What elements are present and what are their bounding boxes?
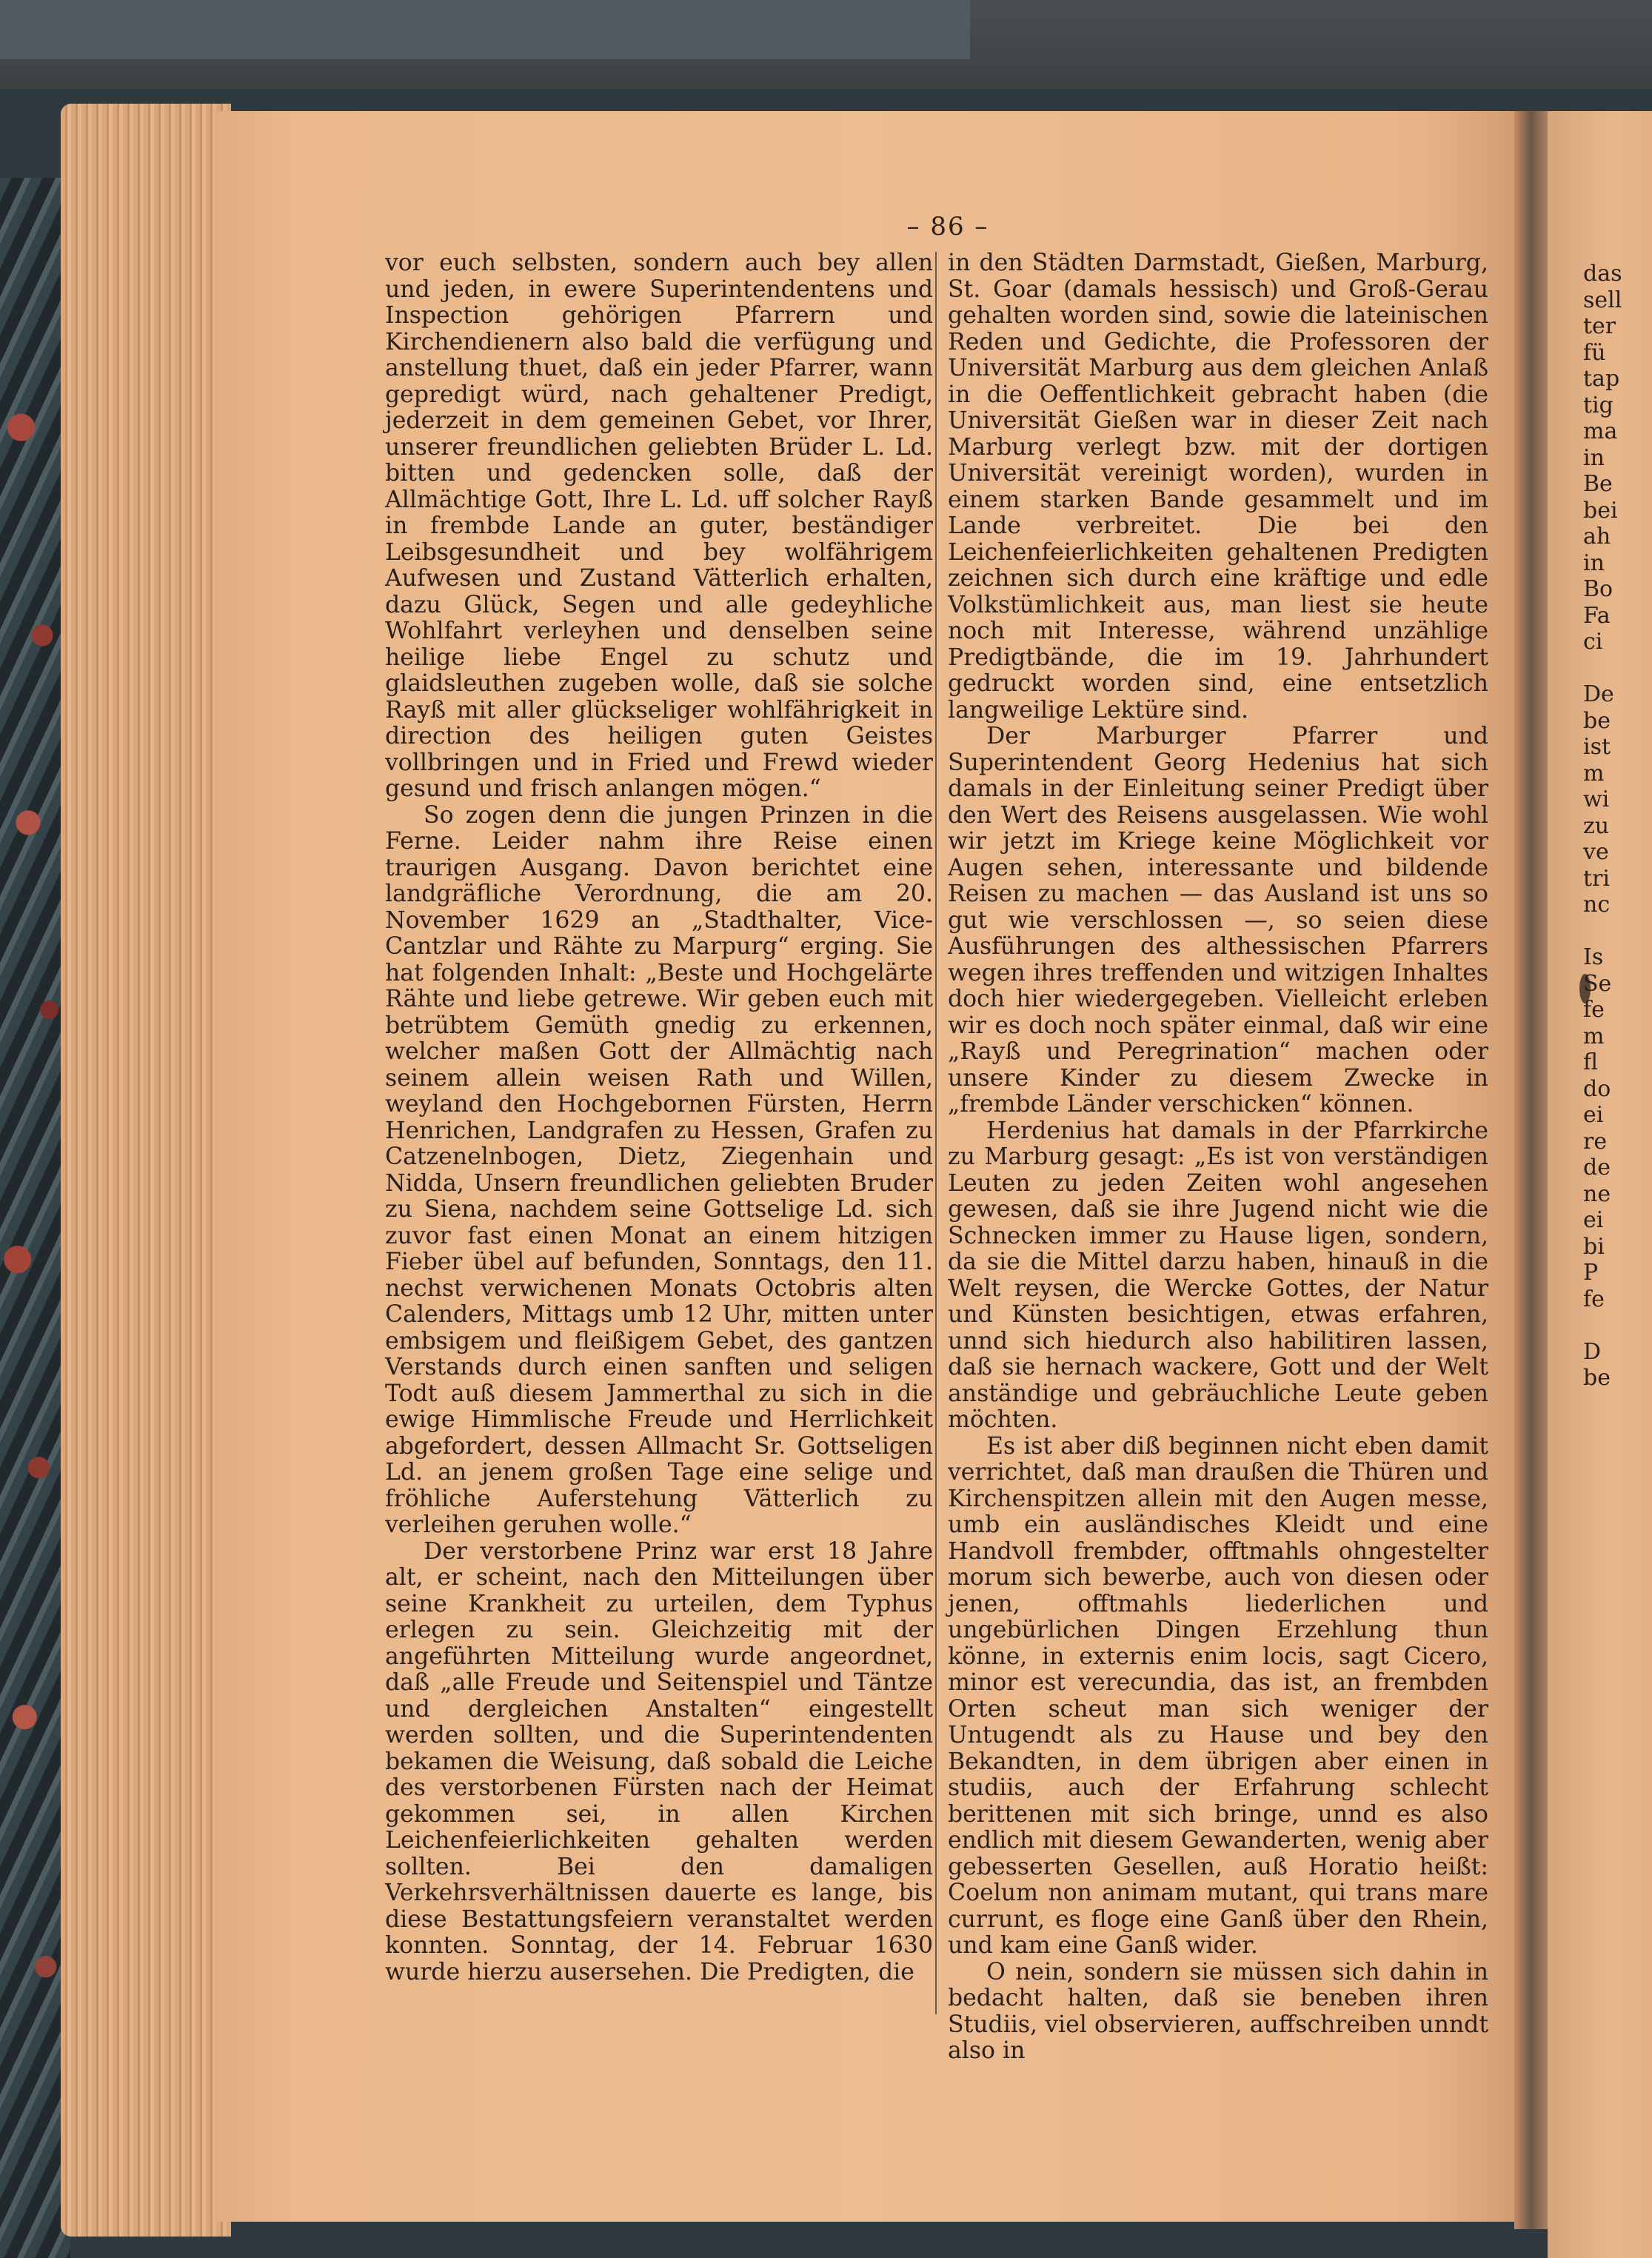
facing-page-line: Se: [1583, 970, 1612, 997]
facing-page-line: in: [1583, 444, 1605, 471]
facing-page-text: [1583, 261, 1652, 1392]
facing-page-line: tap: [1583, 366, 1620, 392]
page-number: – 86 –: [906, 212, 989, 241]
facing-page-line: ah: [1583, 524, 1611, 550]
facing-page-line: sell: [1583, 287, 1622, 313]
facing-page-line: ne: [1583, 1180, 1611, 1207]
facing-page-line: Be: [1583, 471, 1613, 497]
paragraph: O nein, sondern sie müssen sich dahin in bedacht halten, daß sie beneben ihren Studiis, viel observieren, auffschreiben unndt also in: [948, 1958, 1488, 2064]
right-text-column: [948, 250, 1488, 2065]
facing-page-line: Fa: [1583, 602, 1611, 629]
marbled-endpaper: [0, 178, 70, 2258]
book-gutter: [1514, 111, 1551, 2229]
facing-page-line: m: [1583, 1023, 1605, 1049]
facing-page-line: fü: [1583, 339, 1606, 366]
facing-page-line: ei: [1583, 1207, 1604, 1233]
facing-page-line: bei: [1583, 497, 1618, 524]
facing-page-line: ci: [1583, 629, 1603, 655]
paragraph: Der Marburger Pfarrer und Superintendent Georg Hedenius hat sich damals in der Einleitung seiner Predigt über den Wert des Reisens ausgelassen. Wie wohl wir jetzt im Kriege keine Möglichkeit vor Augen sehen, interessante und bildende Reisen zu machen — das Ausland ist uns so gut wie verschlossen —, so seien diese Ausführungen des althessischen Pfarrers wegen ihres treffenden und witzigen Inhaltes doch hier wiedergegeben. Vielleicht erleben wir es doch noch später einmal, daß wir eine „Rayß und Peregrination“ machen oder unsere Kinder zu diesem Zwecke in „frembde Länder verschicken“ können.: [948, 723, 1488, 1118]
facing-page-line: ma: [1583, 418, 1618, 444]
paragraph: vor euch selbsten, sondern auch bey allen und jeden, in ewere Superintendentens und Inspection gehörigen Pfarrern und Kirchendienern also bald die verfügung und anstellung thuet, daß ein jeder Pfarrer, wann gepredigt würd, nach gehaltener Predigt, jederzeit in dem gemeinen Gebet, vor Ihrer, unserer freundlichen geliebten Brüder L. Ld. bitten und gedencken solle, daß der Allmächtige Gott, Ihre L. Ld. uff solcher Rayß in frembde Lande an guter, beständiger Leibsgesundheit und bey wolfährigem Aufwesen und Zustand Vätterlich erhalten, dazu Glück, Segen und alle gedeyhliche Wohlfahrt verleyhen und denselben seine heilige liebe Engel zu schutz und glaidsleuthen zugeben wolle, daß sie solche Rayß mit aller glückseliger wohlfährigkeit in direction des heiligen guten Geistes vollbringen und in Fried und Frewd wieder gesund und frisch anlangen mögen.“: [385, 250, 933, 802]
facing-page-line: ist: [1583, 734, 1611, 760]
facing-page-line: be: [1583, 1365, 1611, 1391]
paragraph: Herdenius hat damals in der Pfarrkirche zu Marburg gesagt: „Es ist von verständigen Leuten zu jeden Zeiten wohl angesehen gewesen, daß sie ihre Jugend nicht wie die Schnecken immer zu Hause ligen, sondern, da sie die Mittel darzu haben, hinauß in die Welt reysen, die Wercke Gottes, der Natur und Künsten besichtigen, etwas erfahren, unnd sich hiedurch also habilitiren lassen, daß sie hernach wackere, Gott und der Welt anständige und gebräuchliche Leute geben möchten.: [948, 1117, 1488, 1433]
facing-page-line: wi: [1583, 786, 1610, 812]
facing-page-line: fe: [1583, 997, 1605, 1023]
facing-page-line: fl: [1583, 1049, 1599, 1075]
facing-page-line: zu: [1583, 812, 1610, 839]
facing-page-line: Bo: [1583, 576, 1613, 602]
facing-page-line: ve: [1583, 839, 1609, 865]
facing-page-line: in: [1583, 550, 1605, 576]
facing-page-line: De: [1583, 681, 1614, 707]
facing-page-line: be: [1583, 707, 1611, 734]
facing-page-line: m: [1583, 760, 1605, 786]
facing-page-line: fe: [1583, 1286, 1605, 1312]
facing-page-line: tig: [1583, 392, 1613, 418]
facing-page-line: [1583, 1312, 1652, 1339]
facing-page-line: ei: [1583, 1102, 1604, 1128]
column-divider: [935, 252, 937, 2014]
facing-page-line: das: [1583, 261, 1622, 287]
facing-page-line: re: [1583, 1128, 1608, 1155]
facing-page-line: [1583, 918, 1652, 945]
paragraph: Es ist aber diß beginnen nicht eben damit verrichtet, daß man draußen die Thüren und Kirchenspitzen allein mit den Augen messe, umb ein ausländisches Kleidt und eine Handvoll frembder, offtmahls ohngestelter morum sich bewerbe, auch von diesen oder jenen, offtmahls liederlichen und ungebürlichen Dingen Erzehlung thun könne, in externis enim locis, sagt Cicero, minor est verecundia, das ist, an frembden Orten scheut man sich weniger der Untugendt als zu Hause und bey den Bekandten, in dem übrigen aber einen in studiis, auch der Erfahrung schlecht berittenen mit sich bringe, unnd es also endlich mit diesem Gewanderten, wenig aber gebesserten Gesellen, auß Horatio heißt: Coelum non animam mutant, qui trans mare currunt, es floge eine Ganß über den Rhein, und kam eine Ganß wider.: [948, 1432, 1488, 1959]
facing-page-line: de: [1583, 1155, 1611, 1180]
facing-page-line: tri: [1583, 865, 1610, 892]
page-edges: [61, 104, 231, 2237]
facing-page-line: Is: [1583, 944, 1604, 970]
facing-page-line: nc: [1583, 892, 1611, 918]
facing-page-line: do: [1583, 1075, 1611, 1102]
facing-page-line: [1583, 655, 1652, 682]
paragraph: in den Städten Darmstadt, Gießen, Marburg, St. Goar (damals hessisch) und Groß-Gerau gehalten worden sind, sowie die lateinischen Reden und Gedichte, die Professoren der Universität Marburg aus dem gleichen Anlaß in die Oeffentlichkeit gebracht haben (die Universität Gießen war in dieser Zeit nach Marburg verlegt bzw. mit der dortigen Universität vereinigt worden), wurden in einem starken Bande gesammelt und im Lande verbreitet. Die bei den Leichenfeierlichkeiten gehaltenen Predigten zeichnen sich durch eine kräftige und edle Volkstümlichkeit aus, man liest sie heute noch mit Interesse, während unzählige Predigtbände, die im 19. Jahrhundert gedruckt worden sind, eine entsetzlich langweilige Lektüre sind.: [948, 250, 1488, 724]
paragraph: Der verstorbene Prinz war erst 18 Jahre alt, er scheint, nach den Mitteilungen über seine Krankheit zu urteilen, dem Typhus erlegen zu sein. Gleichzeitig mit der angeführten Mitteilung wurde angeordnet, daß „alle Freude und Seitenspiel und Täntze und dergleichen Anstalten“ eingestellt werden sollten, und die Superintendenten bekamen die Weisung, daß sobald die Leiche des verstorbenen Fürsten nach der Heimat gekommen sei, in allen Kirchen Leichenfeierlichkeiten gehalten werden sollten. Bei den damaligen Verkehrsverhältnissen dauerte es lange, bis diese Bestattungsfeiern veranstaltet werden konnten. Sonntag, der 14. Februar 1630 wurde hierzu ausersehen. Die Predigten, die: [385, 1537, 933, 1985]
left-text-column: [385, 250, 933, 1985]
facing-page-line: P: [1583, 1260, 1599, 1286]
paragraph: So zogen denn die jungen Prinzen in die Ferne. Leider nahm ihre Reise einen traurigen Ausgang. Davon berichtet eine landgräfliche Verordnung, die am 20. November 1629 an „Stadthalter, Vice-Cantzlar und Rähte zu Marpurg“ erging. Sie hat folgenden Inhalt: „Beste und Hochgelärte Rähte und liebe getrewe. Wir geben euch mit betrübtem Gemüth gnedig zu erkennen, welcher maßen Gott der Allmächtig nach seinem allein weisen Rath und Willen, weyland den Hochgebornen Fürsten, Herrn Henrichen, Landgrafen zu Hessen, Grafen zu Catzenelnbogen, Dietz, Ziegenhain und Nidda, Unsern freundlichen geliebten Bruder zu Siena, nachdem seine Gottselige Ld. sich zuvor fast einen Monat an einem hitzigen Fieber übel auf befunden, Sonntags, den 11. nechst verwichenen Monats Octobris alten Calenders, Mittags umb 12 Uhr, mitten unter embsigem und fleißigem Gebet, des gantzen Verstands durch einen sanften und seligen Todt auß diesem Jammerthal zu sich in die ewige Himmlische Freude und Herrlichkeit abgefordert, dessen Allmacht Sr. Gottseligen Ld. an jenem großen Tage eine selige und fröhliche Auferstehung Vätterlich zu verleihen geruhen wolle.“: [385, 801, 933, 1538]
facing-page-line: D: [1583, 1338, 1602, 1365]
background-panel: [0, 0, 970, 59]
facing-page-line: bi: [1583, 1233, 1605, 1260]
facing-page-line: ter: [1583, 313, 1616, 339]
